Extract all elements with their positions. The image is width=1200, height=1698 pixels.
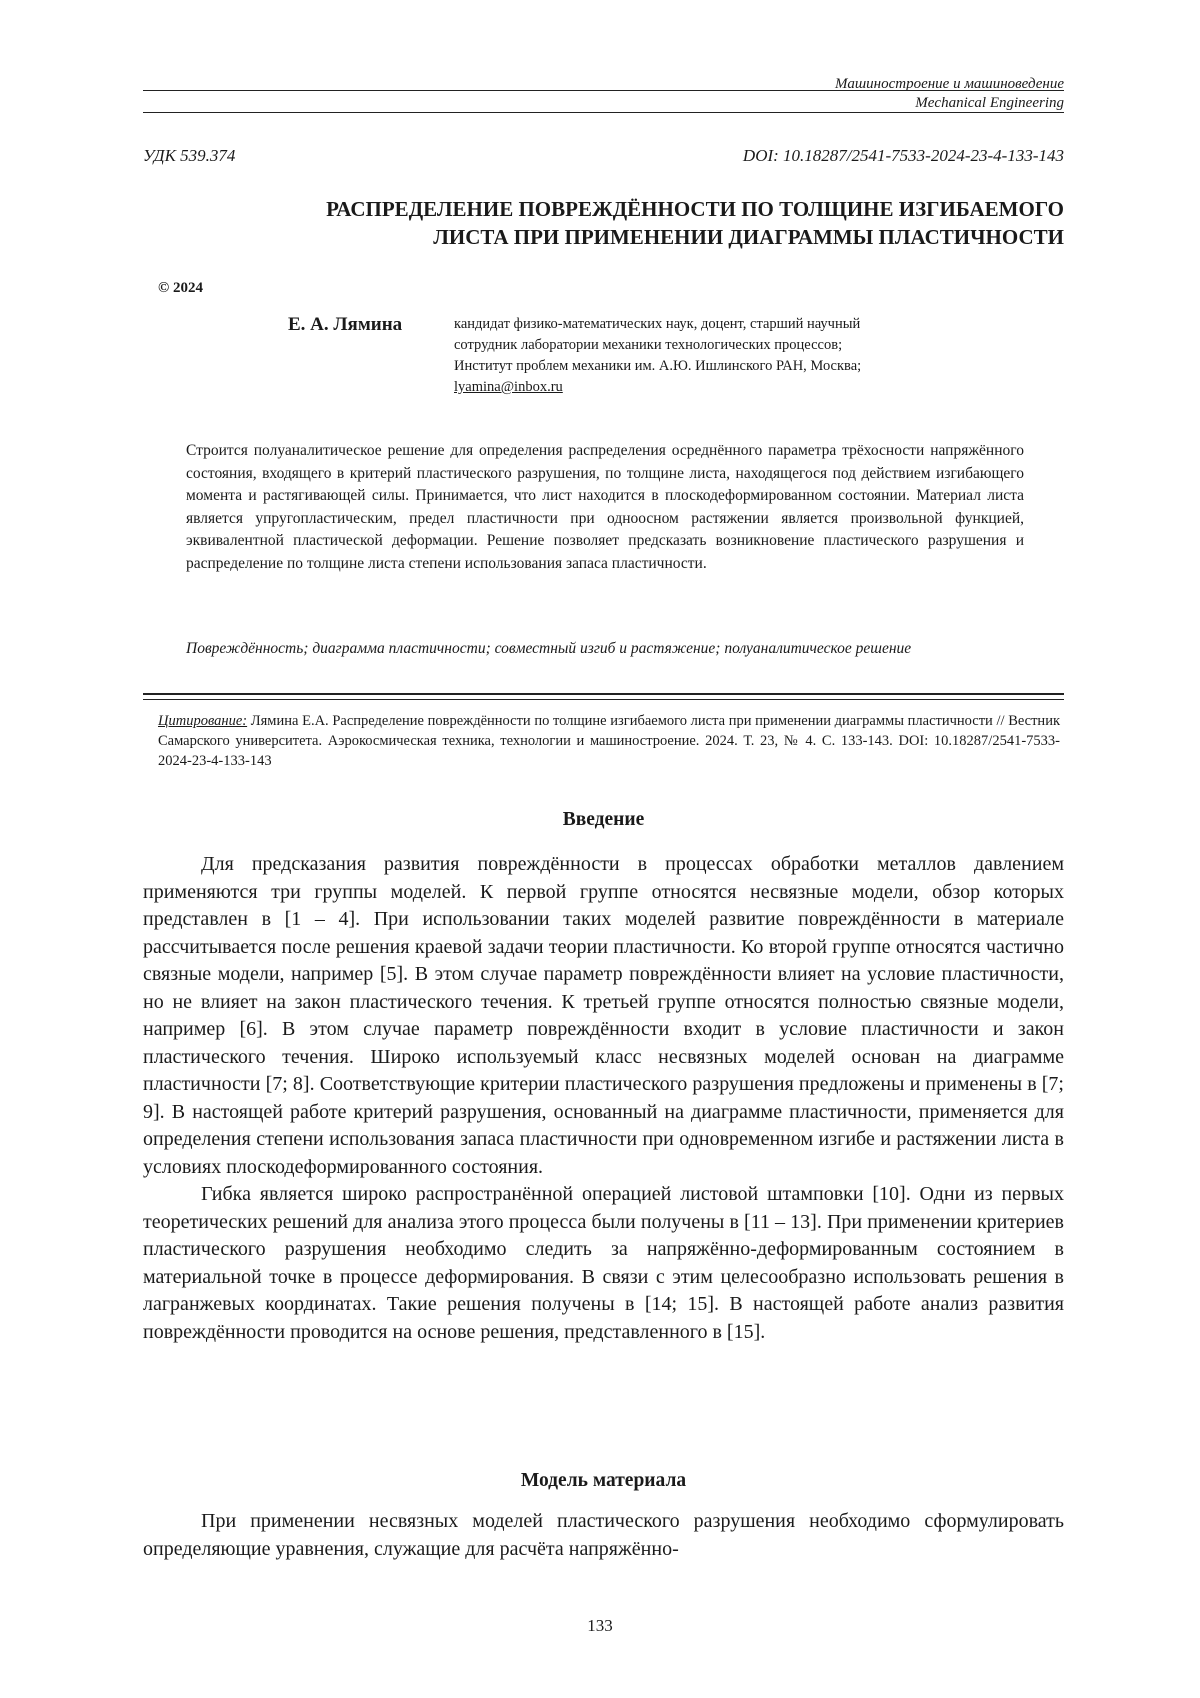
paper-title [160, 195, 1064, 251]
affiliation-line-1: кандидат физико-математических наук, доцент, старший научный [454, 316, 861, 332]
affiliation-line-3: Институт проблем механики им. А.Ю. Ишлинского РАН, Москва; [454, 358, 862, 374]
keywords: Повреждённость; диаграмма пластичности; совместный изгиб и растяжение; полуаналитическое решение [186, 640, 912, 657]
introduction-body [143, 851, 1064, 1346]
section-divider-thin [143, 699, 1064, 700]
intro-paragraph-1: Для предсказания развития повреждённости в процессах обработки металлов давлением применяются три группы моделей. К первой группе относятся несвязные модели, обзор которых представлен в [1 – 4]. При использовании таких моделей развитие повреждённости в материале рассчитывается после решения краевой задачи теории пластичности. Ко второй группе относятся частично связные модели, например [5]. В этом случае параметр повреждённости влияет на условие пластичности, но не влияет на закон пластического течения. К третьей группе относятся полностью связные модели, например [6]. В этом случае параметр повреждённости входит в условие пластичности и закон пластического течения. Широко используемый класс несвязных моделей основан на диаграмме пластичности [7; 8]. Соответствующие критерии пластического разрушения предложены и применены в [7; 9]. В настоящей работе критерий разрушения, основанный на диаграмме пластичности, применяется для определения степени использования запаса пластичности при одновременном изгибе и растяжении листа в условиях плоскодеформированного состояния. [143, 853, 1064, 1178]
header-rule-bottom [143, 112, 1064, 113]
citation-text: Лямина Е.А. Распределение повреждённости по толщине изгибаемого листа при применении диаграммы пластичности // Вестник Самарского университета. Аэрокосмическая техника, технологии и машиностроение. 2024. Т. 23, № 4. С. 133-143. DOI: 10.18287/2541-7533-2024-23-4-133-143 [158, 713, 1060, 769]
model-paragraph-1: При применении несвязных моделей пластического разрушения необходимо сформулировать определяющие уравнения, служащие для расчёта напряжённо- [143, 1510, 1064, 1560]
author-name: Е. А. Лямина [288, 314, 403, 335]
heading-introduction: Введение [562, 809, 645, 830]
journal-title-ru: Машиностроение и машиноведение [835, 76, 1064, 92]
journal-header [835, 75, 1064, 113]
material-model-body [143, 1508, 1064, 1563]
heading-material-model: Модель материала [520, 1470, 687, 1491]
header-rule-top [143, 90, 1064, 91]
citation-block [158, 711, 1060, 771]
copyright: © 2024 [158, 280, 203, 296]
section-divider-thick [143, 693, 1064, 695]
affiliation-line-2: сотрудник лаборатории механики технологических процессов; [454, 337, 843, 353]
udk-code: УДК 539.374 [143, 146, 236, 165]
intro-paragraph-2: Гибка является широко распространённой операцией листовой штамповки [10]. Одни из первых теоретических решений для анализа этого процесса были получены в [11 – 13]. При применении критериев пластического разрушения необходимо следить за напряжённо-деформированным состоянием в материальной точке в процессе деформирования. В связи с этим целесообразно использовать решения в лагранжевых координатах. Такие решения получены в [14; 15]. В настоящей работе анализ развития повреждённости проводится на основе решения, представленного в [15]. [143, 1183, 1064, 1343]
doi: DOI: 10.18287/2541-7533-2024-23-4-133-143 [742, 146, 1064, 165]
page-number: 133 [587, 1616, 613, 1635]
citation-label: Цитирование: [158, 713, 248, 729]
author-email-link[interactable]: lyamina@inbox.ru [454, 379, 563, 395]
paper-title-line-1: РАСПРЕДЕЛЕНИЕ ПОВРЕЖДЁННОСТИ ПО ТОЛЩИНЕ ИЗГИБАЕМОГО [326, 197, 1064, 221]
paper-title-line-2: ЛИСТА ПРИ ПРИМЕНЕНИИ ДИАГРАММЫ ПЛАСТИЧНОСТИ [433, 225, 1064, 249]
journal-title-en: Mechanical Engineering [915, 95, 1064, 111]
abstract: Строится полуаналитическое решение для определения распределения осреднённого параметра трёхосности напряжённого состояния, входящего в критерий пластического разрушения, по толщине листа, находящегося под действием изгибающего момента и растягивающей силы. Принимается, что лист находится в плоскодеформированном состоянии. Материал листа является упругопластическим, предел пластичности при одноосном растяжении является произвольной функцией, эквивалентной пластической деформации. Решение позволяет предсказать возникновение пластического разрушения и распределение по толщине листа степени использования запаса пластичности. [186, 442, 1024, 572]
author-affiliation [454, 314, 1014, 398]
